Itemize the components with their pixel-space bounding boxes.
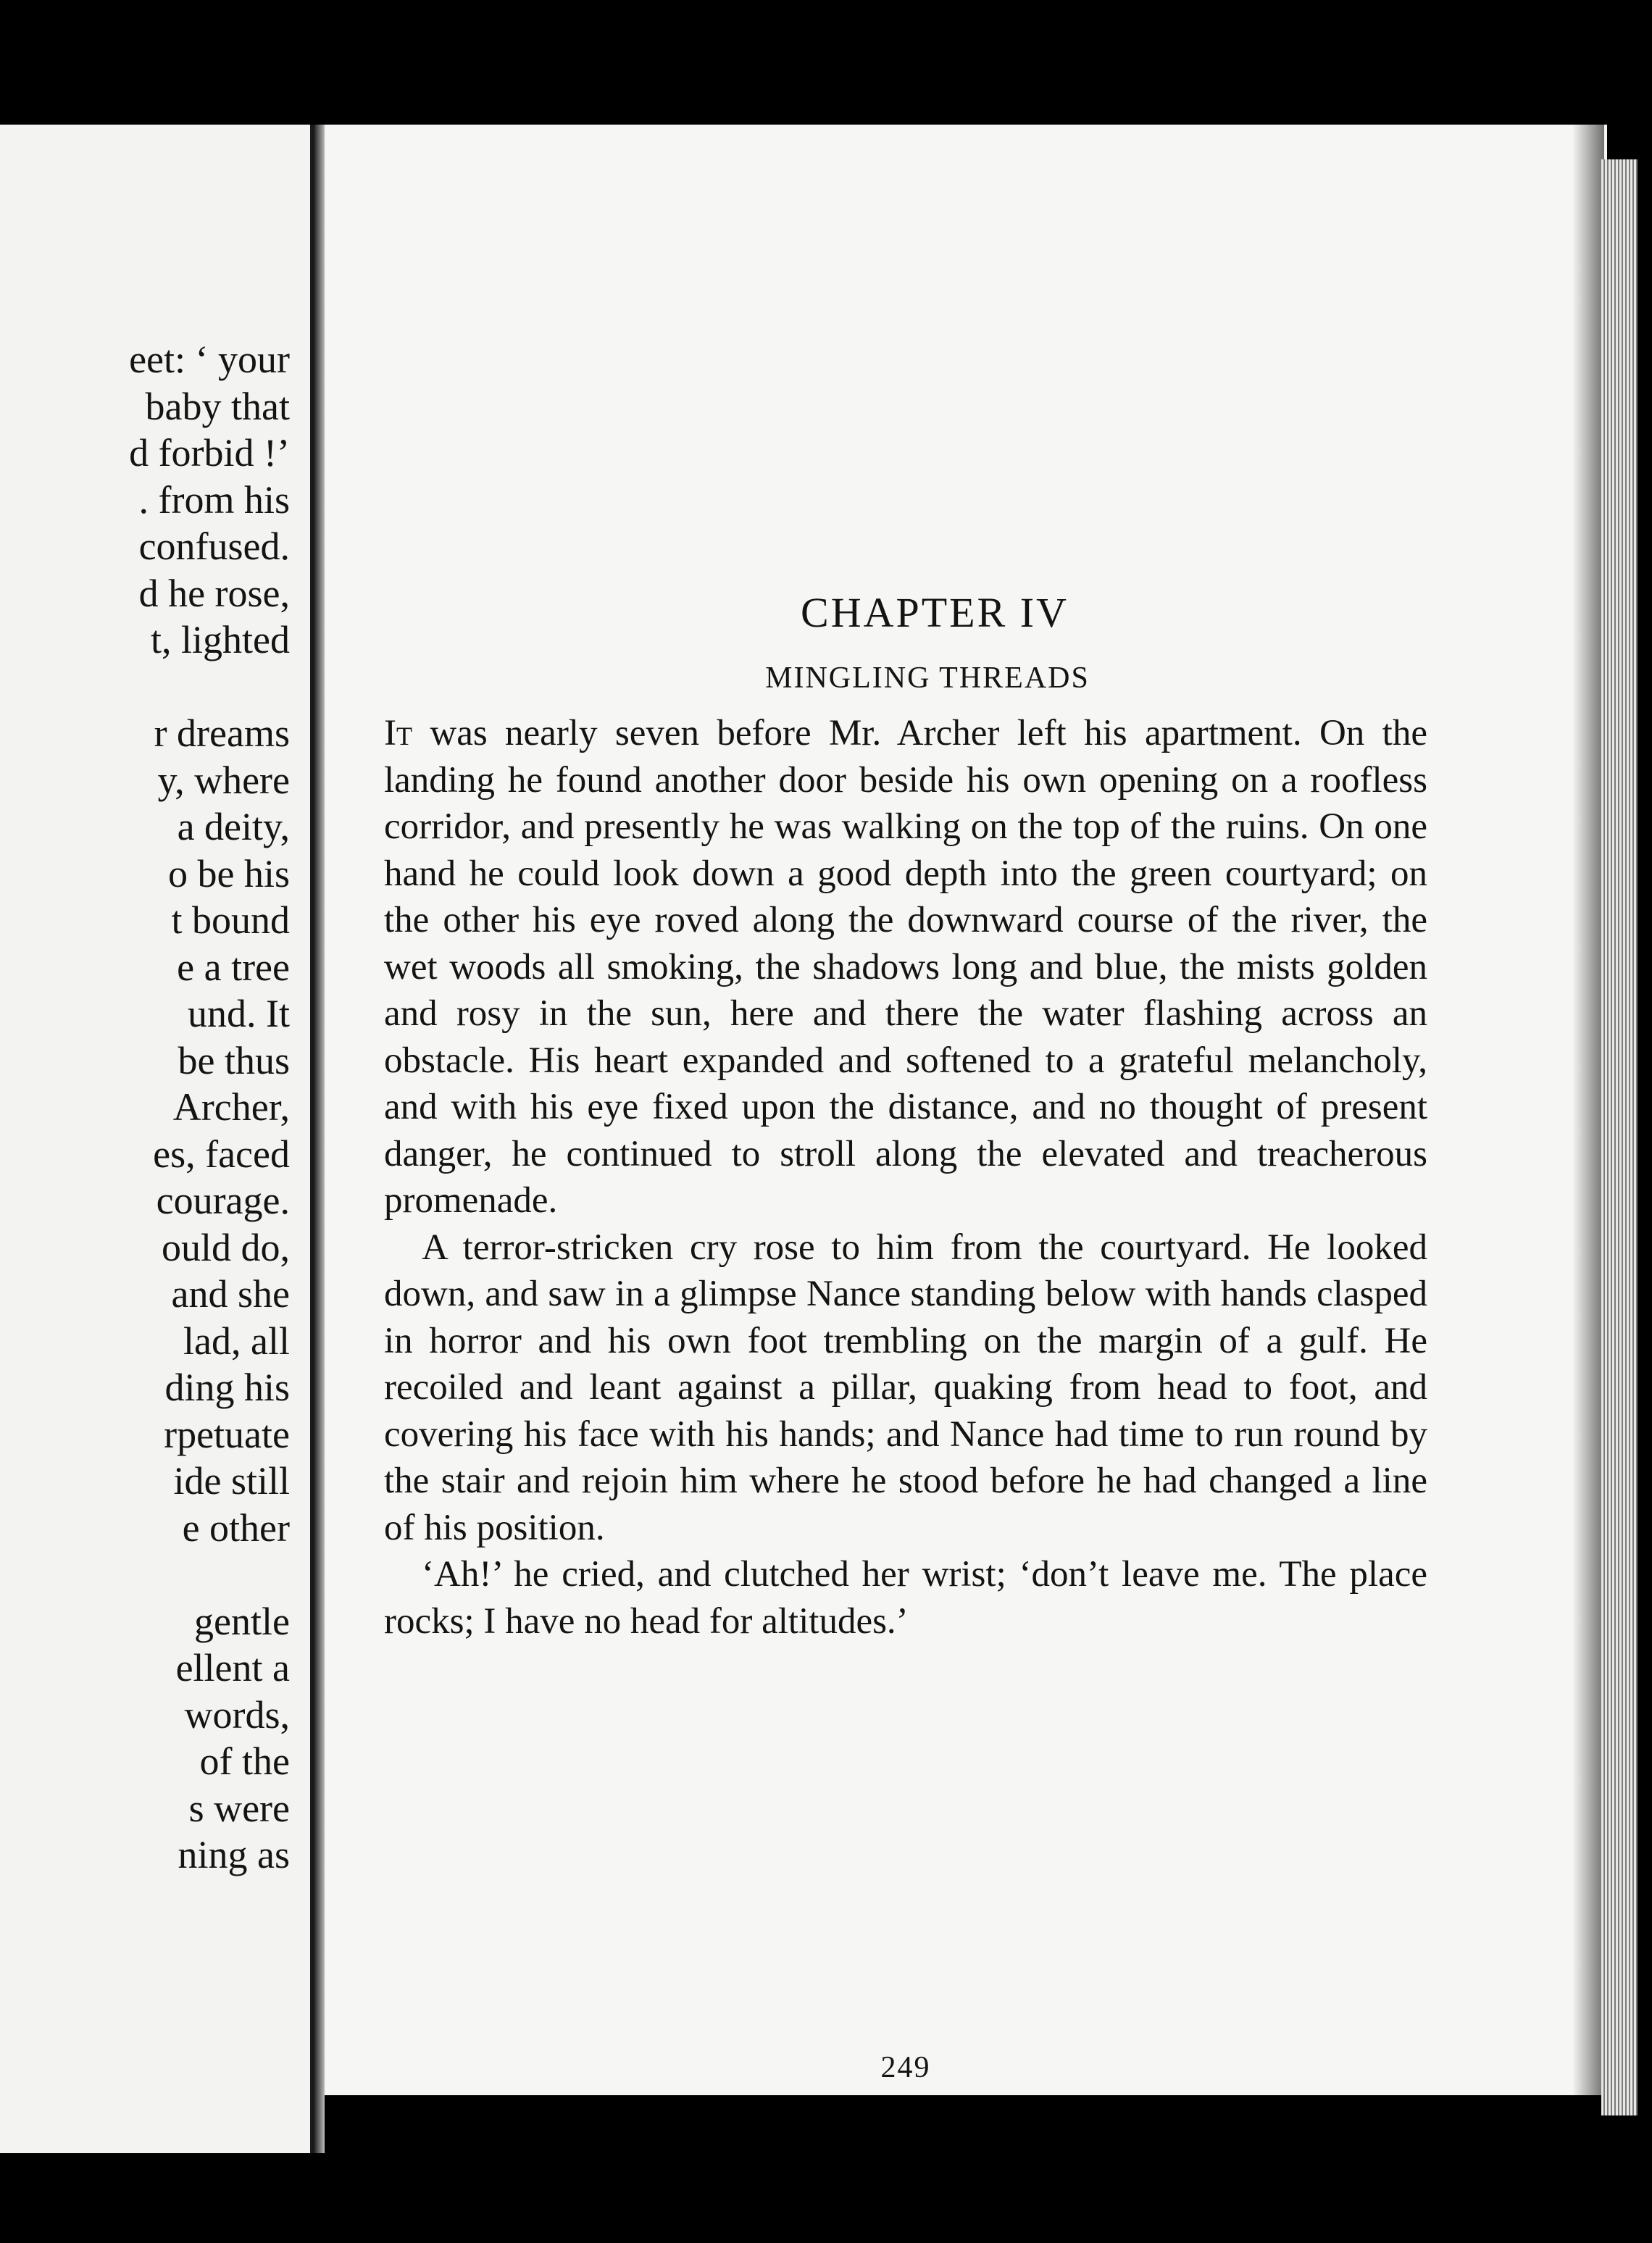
- paragraph-1-dropcap: It: [384, 713, 412, 753]
- left-page-line: . from his: [138, 477, 290, 522]
- left-page: [0, 125, 313, 2153]
- paragraph-1: [384, 710, 1427, 1224]
- left-page-line: a deity,: [177, 805, 290, 848]
- left-page-line: d forbid !’: [129, 431, 290, 475]
- left-page-line: gentle: [194, 1599, 290, 1643]
- paragraph-3: ‘Ah!’ he cried, and clutched her wrist; ‘don’t leave me. The place rocks; I have no head for altitudes.’: [384, 1554, 1427, 1642]
- left-page-line: ide still: [173, 1459, 290, 1503]
- left-page-line: es, faced: [153, 1132, 290, 1176]
- page-text-block: [384, 584, 1427, 2084]
- left-page-line: t, lighted: [151, 618, 290, 661]
- chapter-subtitle: MINGLING THREADS: [765, 661, 1090, 695]
- left-page-line: e a tree: [177, 945, 290, 989]
- left-page-line: [0, 664, 290, 711]
- left-page-line: words,: [184, 1692, 290, 1737]
- book-gutter: [313, 125, 325, 2153]
- left-page-line: and she: [171, 1272, 290, 1316]
- left-page-line: ding his: [164, 1366, 290, 1409]
- left-page-line: o be his: [168, 851, 290, 895]
- left-page-line: Archer,: [172, 1085, 290, 1129]
- left-page-line: d he rose,: [138, 571, 290, 615]
- left-page-line: und. It: [188, 992, 290, 1035]
- left-page-line: eet: ‘ your: [129, 338, 290, 381]
- left-page-line: confused.: [138, 525, 290, 568]
- left-page-line: ould do,: [161, 1225, 290, 1269]
- left-page-line: ning as: [178, 1833, 290, 1876]
- left-page-line: of the: [199, 1739, 290, 1783]
- paragraph-2: A terror-stricken cry rose to him from the courtyard. He looked down, and saw in a glimpse Nance standing below with hands clasped in horror and his own foot trembling on the margin of a gulf. He recoiled and leant against a pillar, quaking from head to foot, and covering his face with his hands; and Nance had time to run round by the stair and rejoin him where he stood before he had changed a line of his position.: [384, 1227, 1427, 1548]
- page-edge-shadow: [1572, 125, 1604, 2095]
- left-page-line: baby that: [145, 384, 290, 428]
- left-page-line: s were: [188, 1786, 290, 1830]
- left-page-line: be thus: [178, 1038, 290, 1082]
- chapter-title: CHAPTER IV: [801, 589, 1069, 636]
- left-page-line: y, where: [157, 758, 290, 802]
- right-page: [325, 125, 1607, 2095]
- left-page-line: ellent a: [175, 1646, 290, 1689]
- page-number: 249: [880, 2051, 931, 2084]
- left-page-line: [0, 1551, 290, 1598]
- left-page-line: courage.: [156, 1179, 290, 1222]
- left-page-text: [0, 336, 290, 1879]
- paragraph-1-text: was nearly seven before Mr. Archer left his apartment. On the landing he found another door beside his own opening on a roofless corridor, and presently he was walking on the top of the ruins. On one hand he could look down a good depth into the green courtyard; on the other his eye roved along the downward course of the river, the wet woods all smoking, the shadows long and blue, the mists golden and rosy in the sun, here and there the water flashing across an obstacle. His heart expanded and softened to a grateful melancholy, and with his eye fixed upon the distance, and no thought of present danger, he continued to stroll along the elevated and treacherous promenade.: [384, 713, 1427, 1221]
- left-page-line: t bound: [171, 898, 290, 942]
- left-page-line: e other: [182, 1505, 290, 1550]
- left-page-line: rpetuate: [164, 1412, 290, 1456]
- left-page-line: lad, all: [183, 1319, 290, 1363]
- left-page-line: r dreams: [154, 711, 290, 755]
- page-edges: [1601, 159, 1638, 2115]
